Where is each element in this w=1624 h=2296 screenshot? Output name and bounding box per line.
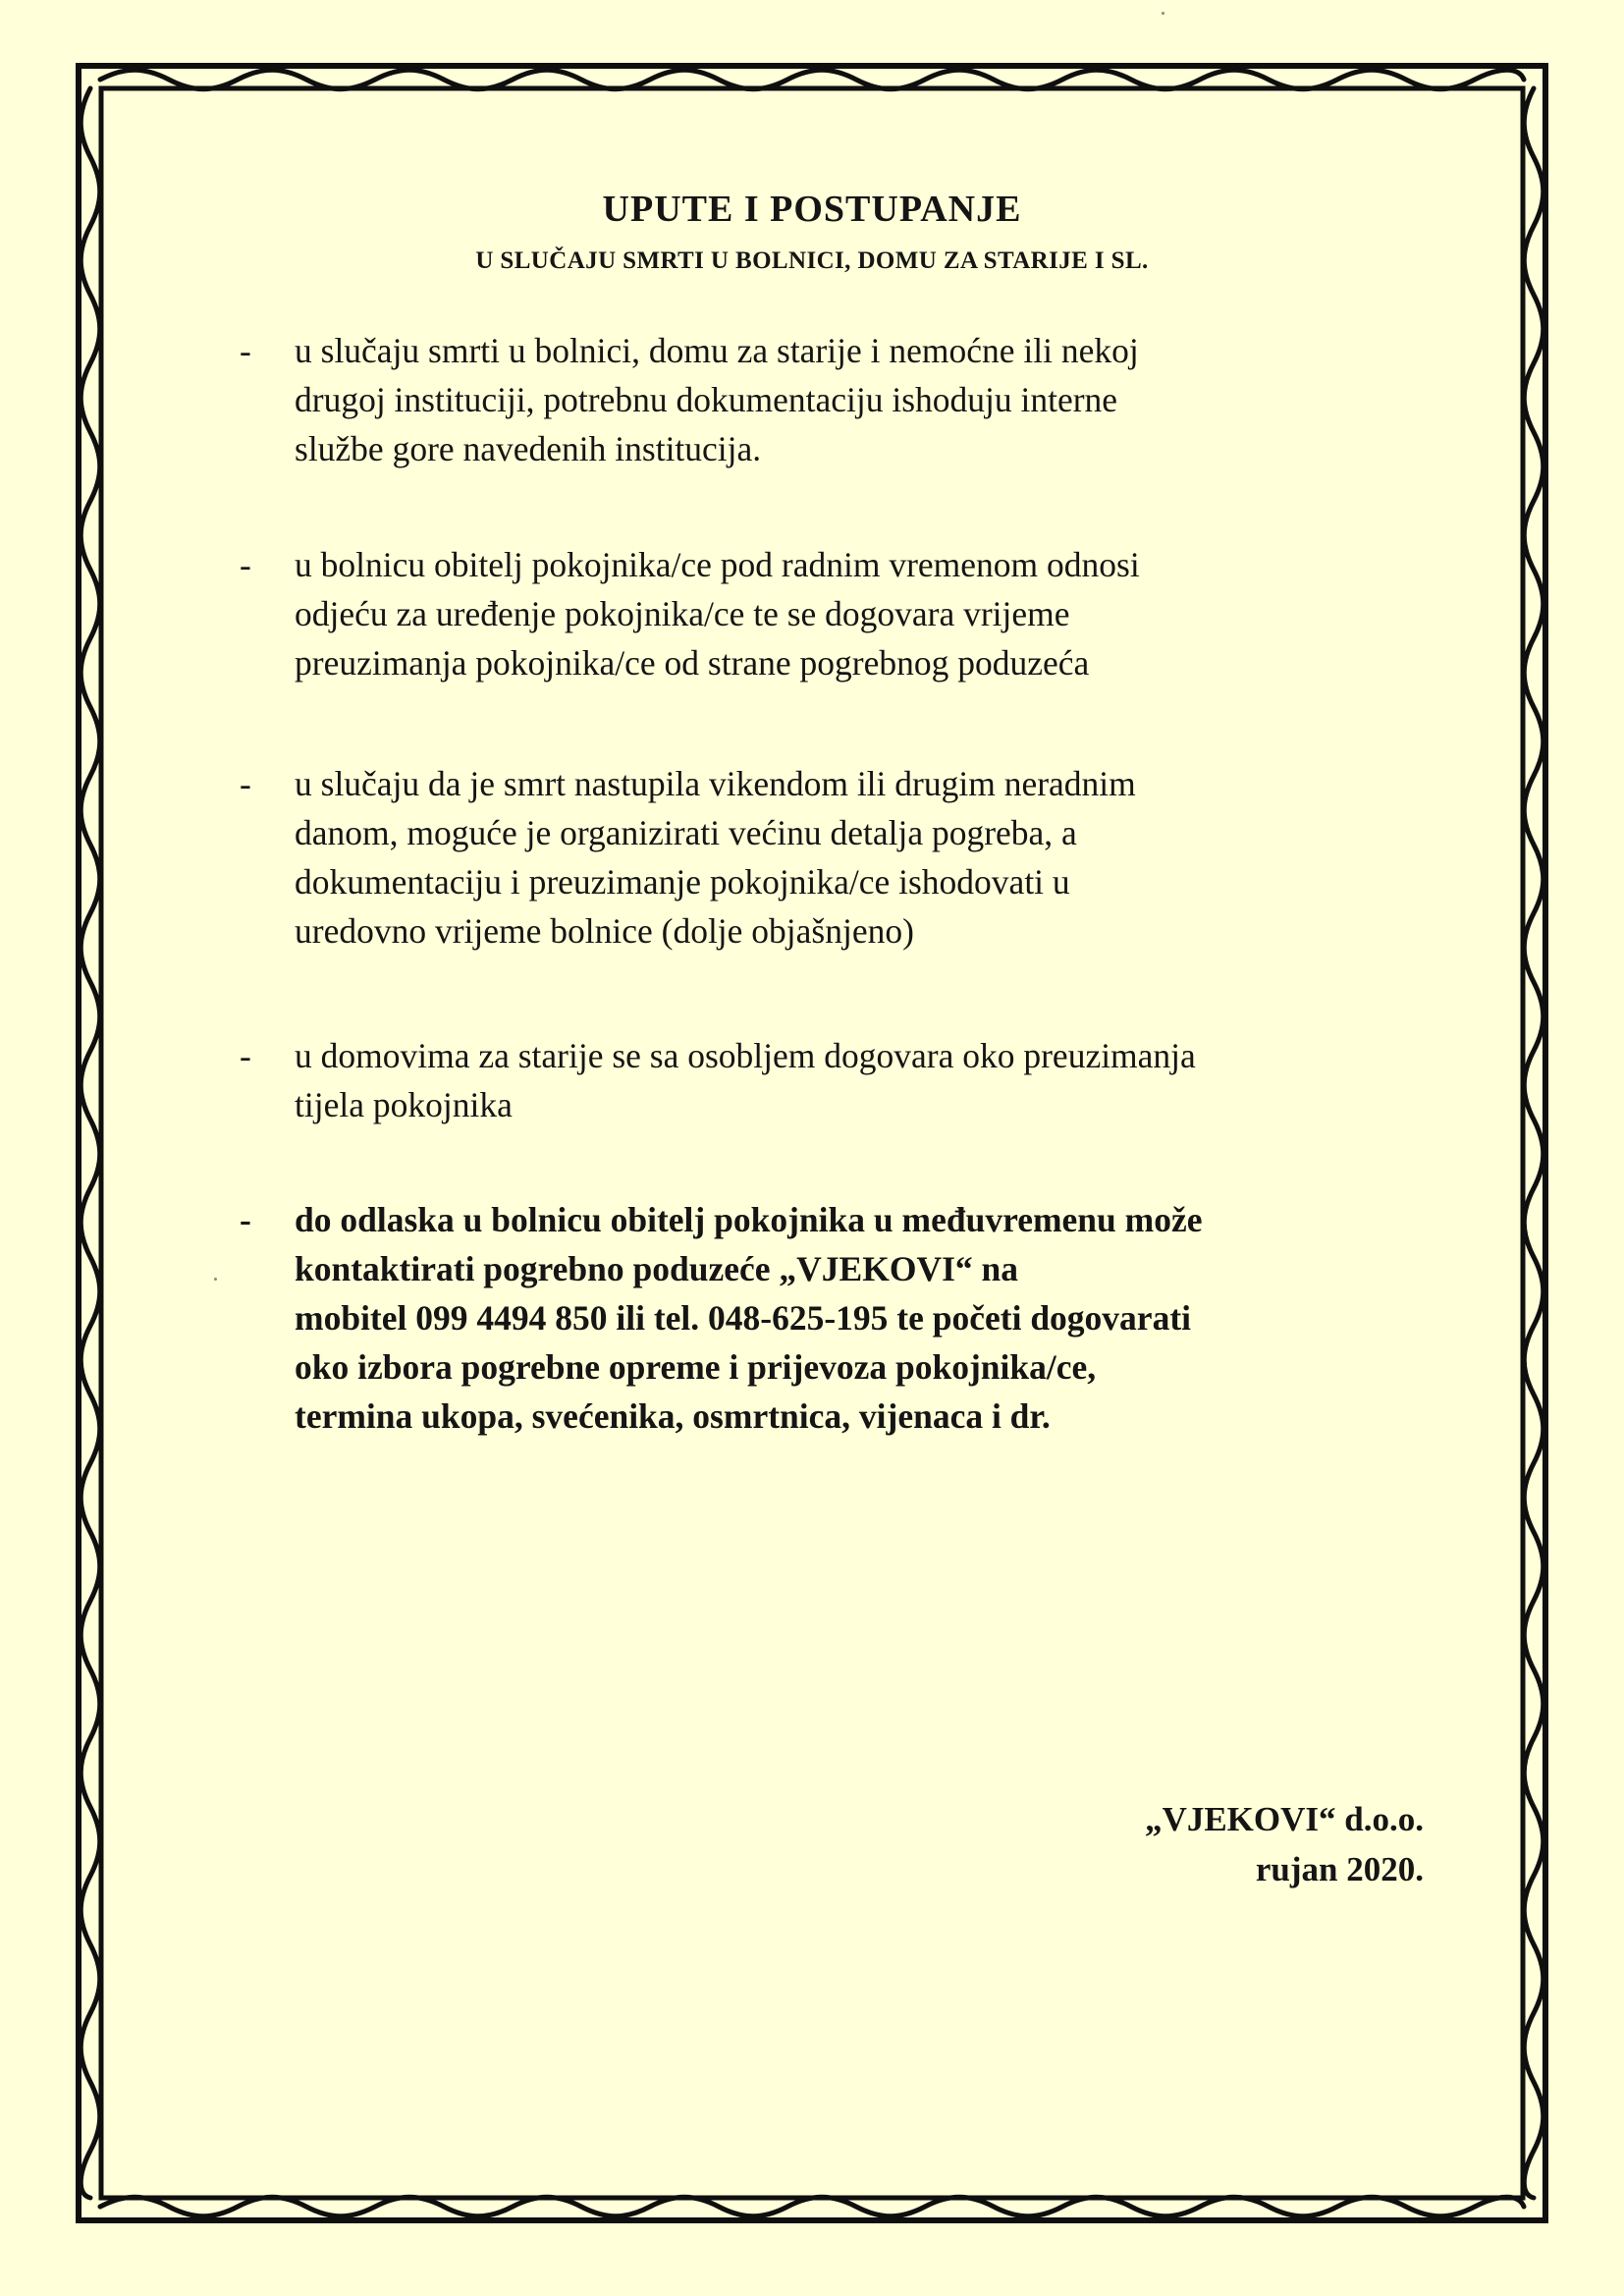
instruction-line: odjeću za uređenje pokojnika/ce te se dogovara vrijeme <box>295 594 1070 633</box>
instruction-line: u domovima za starije se sa osobljem dogovara oko preuzimanja <box>295 1036 1196 1075</box>
instruction-line: oko izbora pogrebne opreme i prijevoza pokojnika/ce, <box>295 1347 1097 1387</box>
instruction-line: do odlaska u bolnicu obitelj pokojnika u međuvremenu može <box>295 1200 1203 1239</box>
instruction-line: dokumentaciju i preuzimanje pokojnika/ce ishodovati u <box>295 862 1070 902</box>
bullet-dash: - <box>240 1036 251 1075</box>
bullet-dash: - <box>240 331 251 370</box>
scan-dot <box>1162 12 1164 15</box>
scan-dot <box>214 1278 217 1281</box>
instruction-line: u bolnicu obitelj pokojnika/ce pod radnim vremenom odnosi <box>295 545 1140 584</box>
document-subtitle: U SLUČAJU SMRTI U BOLNICI, DOMU ZA STARIJE I SL. <box>475 247 1149 274</box>
instruction-line: u slučaju da je smrt nastupila vikendom ili drugim neradnim <box>295 764 1136 803</box>
instruction-text <box>295 1031 1431 1129</box>
bullet-dash: - <box>240 764 251 803</box>
document-title: UPUTE I POSTUPANJE <box>602 189 1022 230</box>
company-name: „VJEKOVI“ d.o.o. <box>1145 1800 1424 1838</box>
instruction-line: preuzimanja pokojnika/ce od strane pogrebnog poduzeća <box>295 643 1090 683</box>
instruction-line: termina ukopa, svećenika, osmrtnica, vijenaca i dr. <box>295 1396 1051 1436</box>
instruction-line: mobitel 099 4494 850 ili tel. 048-625-195 te početi dogovarati <box>295 1298 1191 1338</box>
instruction-line: službe gore navedenih institucija. <box>295 429 762 468</box>
instruction-line: tijela pokojnika <box>295 1085 513 1124</box>
contact-instruction-text <box>295 1195 1431 1441</box>
bullet-dash: - <box>240 545 251 584</box>
instruction-text <box>295 326 1431 473</box>
instruction-line: uredovno vrijeme bolnice (dolje objašnjeno) <box>295 911 914 951</box>
bullet-dash: - <box>240 1200 251 1239</box>
instruction-text <box>295 759 1431 956</box>
instruction-line: u slučaju smrti u bolnici, domu za starije i nemoćne ili nekoj <box>295 331 1139 370</box>
company-signature <box>1145 1794 1424 1894</box>
instruction-line: kontaktirati pogrebno poduzeće „VJEKOVI“ na <box>295 1249 1019 1288</box>
instruction-text <box>295 540 1431 687</box>
instruction-line: danom, moguće je organizirati većinu detalja pogreba, a <box>295 813 1077 852</box>
instruction-line: drugoj instituciji, potrebnu dokumentaciju ishoduju interne <box>295 380 1118 419</box>
document-date: rujan 2020. <box>1255 1850 1424 1888</box>
